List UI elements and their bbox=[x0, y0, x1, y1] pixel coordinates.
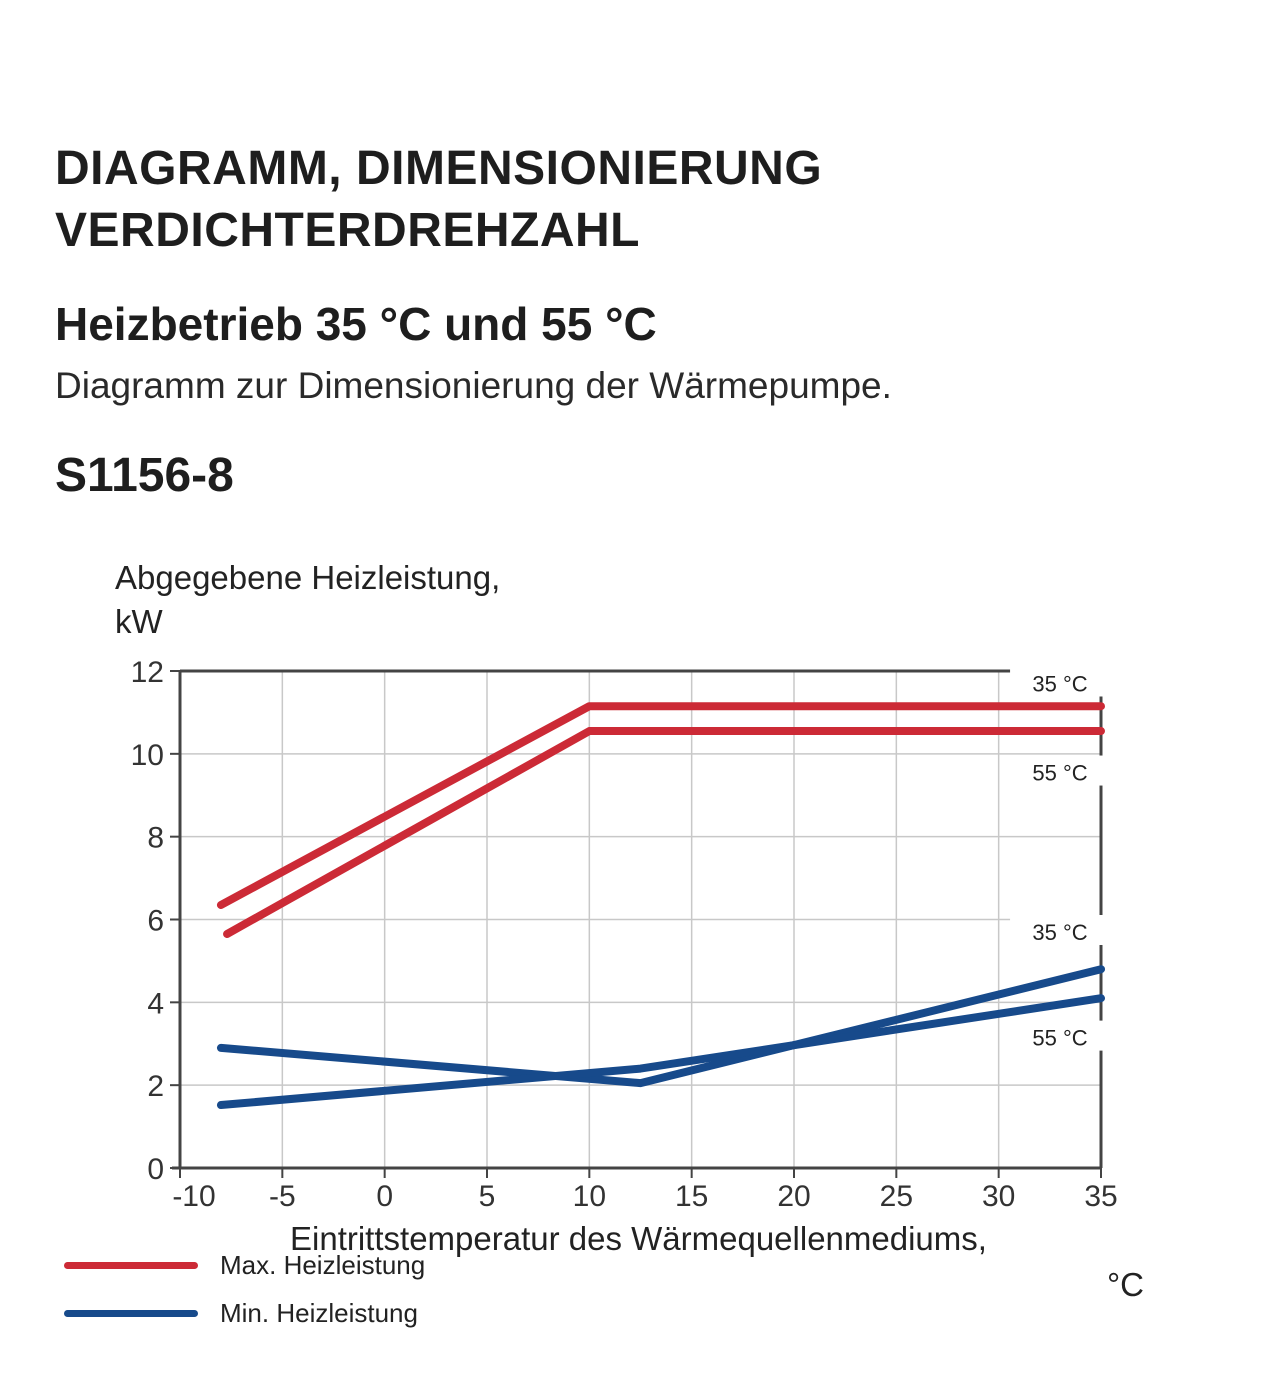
series-label: 35 °C bbox=[1032, 919, 1088, 945]
legend-label-max: Max. Heizleistung bbox=[220, 1249, 426, 1280]
x-tick-label: 25 bbox=[879, 1180, 914, 1213]
series-label: 35 °C bbox=[1032, 671, 1088, 697]
legend-item-min bbox=[64, 1298, 418, 1328]
y-tick-label: 6 bbox=[147, 904, 164, 938]
series-line-max-0 bbox=[221, 706, 1101, 905]
legend-label-min: Min. Heizleistung bbox=[220, 1297, 418, 1328]
legend-swatch-max bbox=[64, 1262, 198, 1269]
series-label: 55 °C bbox=[1032, 1025, 1088, 1051]
y-axis-label-line2: kW bbox=[115, 603, 163, 640]
y-tick-label: 12 bbox=[130, 656, 164, 689]
x-tick-label: 20 bbox=[777, 1180, 811, 1213]
legend-swatch-min bbox=[64, 1310, 198, 1317]
y-tick-label: 8 bbox=[147, 821, 164, 855]
y-tick-label: 0 bbox=[147, 1153, 164, 1186]
x-tick-label: 0 bbox=[376, 1180, 394, 1213]
legend-item-max bbox=[64, 1250, 425, 1280]
y-tick-label: 4 bbox=[147, 987, 164, 1021]
page-title-line2: VERDICHTERDREHZAHL bbox=[55, 204, 640, 257]
x-axis-label-line2: °C bbox=[1106, 1266, 1144, 1303]
y-tick-label: 10 bbox=[130, 738, 164, 772]
x-tick-label: -10 bbox=[172, 1180, 216, 1213]
x-tick-label: 30 bbox=[981, 1180, 1016, 1213]
x-axis-label-line1: Eintrittstemperatur des Wärmequellenmediums, bbox=[290, 1220, 987, 1257]
x-tick-label: 10 bbox=[572, 1180, 607, 1213]
series-line-min-3 bbox=[221, 998, 1101, 1105]
page-title-line1: DIAGRAMM, DIMENSIONIERUNG bbox=[55, 142, 823, 195]
x-tick-label: 35 bbox=[1084, 1180, 1118, 1213]
x-tick-label: 15 bbox=[674, 1180, 709, 1213]
series-label: 55 °C bbox=[1032, 760, 1088, 786]
x-tick-label: -5 bbox=[268, 1180, 296, 1213]
x-tick-label: 5 bbox=[478, 1180, 496, 1213]
model-name: S1156-8 bbox=[55, 449, 234, 502]
section-subtitle: Heizbetrieb 35 °C und 55 °C bbox=[55, 298, 657, 350]
y-tick-label: 2 bbox=[147, 1070, 164, 1104]
section-description: Diagramm zur Dimensionierung der Wärmepumpe. bbox=[55, 365, 892, 406]
y-axis-label-line1: Abgegebene Heizleistung, bbox=[115, 559, 501, 596]
